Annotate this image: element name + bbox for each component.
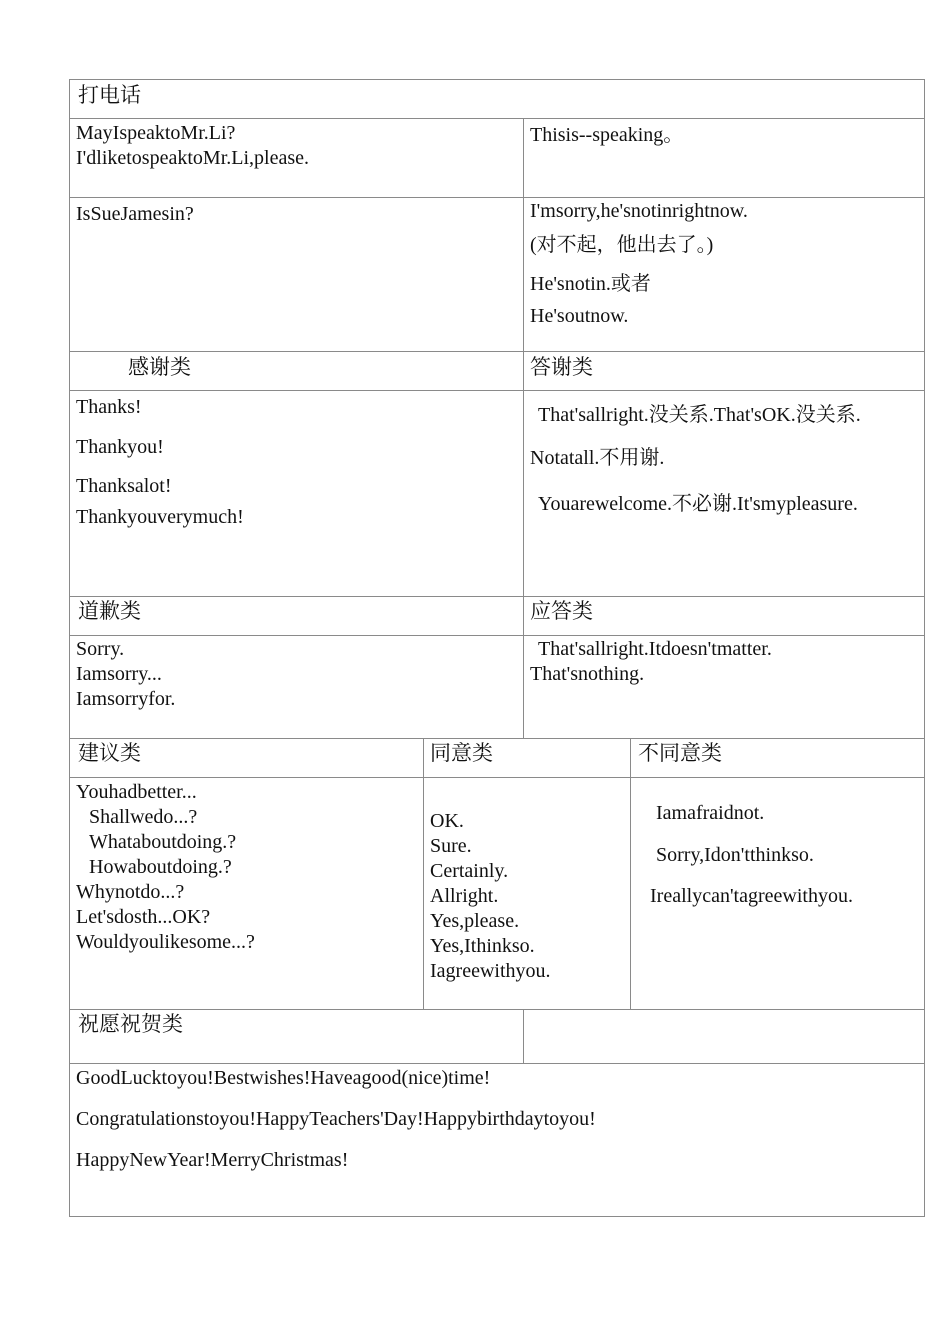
phone-header-cell — [69, 79, 925, 119]
suggestion-content-cell — [69, 777, 424, 1010]
apology-reply-header: 应答类 — [530, 599, 593, 623]
thanks-line: Thanks! — [76, 396, 142, 418]
wishes-line: GoodLucktoyou!Bestwishes!Haveagood(nice)time! — [76, 1067, 491, 1089]
thanks-header-cell — [69, 351, 524, 391]
apology-reply-header-cell — [523, 596, 925, 636]
agree-content-cell — [423, 777, 631, 1010]
phone-request-line: MayIspeaktoMr.Li? — [76, 122, 236, 144]
agree-line: Sure. — [430, 835, 472, 857]
phone-answer-line: He'soutnow. — [530, 305, 629, 327]
phone-answer-line: (对不起，他出去了。) — [530, 234, 714, 256]
thanks-line: Thanksalot! — [76, 475, 172, 497]
disagree-header: 不同意类 — [638, 741, 722, 765]
agree-header-cell — [423, 738, 631, 778]
suggestion-line: Whataboutdoing.? — [89, 831, 237, 853]
apology-line: Iamsorryfor. — [76, 688, 176, 710]
thanks-line: Thankyouverymuch! — [76, 506, 244, 528]
wishes-header: 祝愿祝贺类 — [78, 1012, 183, 1036]
apology-header-cell — [69, 596, 524, 636]
apology-reply-line: That'sallright.Itdoesn'tmatter. — [538, 638, 772, 660]
disagree-line: Ireallycan'tagreewithyou. — [650, 885, 853, 907]
agree-line: OK. — [430, 810, 464, 832]
agree-line: Yes,please. — [430, 910, 520, 932]
phone-question-cell — [69, 197, 524, 352]
phone-title: 打电话 — [78, 83, 141, 107]
phone-request-line: I'dliketospeaktoMr.Li,please. — [76, 147, 309, 169]
agree-line: Allright. — [430, 885, 499, 907]
phone-reply-cell — [523, 118, 925, 198]
thanks-header: 感谢类 — [128, 355, 191, 379]
thanks-reply-header: 答谢类 — [530, 355, 593, 379]
apology-line: Sorry. — [76, 638, 125, 660]
wishes-empty-cell — [523, 1009, 925, 1064]
suggestion-line: Howaboutdoing.? — [89, 856, 232, 878]
suggestion-header-cell — [69, 738, 424, 778]
phone-answer-line: He'snotin.或者 — [530, 273, 651, 295]
thanks-reply-header-cell — [523, 351, 925, 391]
thanks-line: Thankyou! — [76, 436, 164, 458]
disagree-content-cell — [630, 777, 925, 1010]
apology-reply-content-cell — [523, 635, 925, 739]
suggestion-line: Whynotdo...? — [76, 881, 185, 903]
thanks-reply-line: Notatall.不用谢. — [530, 447, 665, 469]
agree-line: Iagreewithyou. — [430, 960, 551, 982]
thanks-reply-line: That'sallright.没关系.That'sOK.没关系. — [538, 404, 861, 426]
disagree-line: Sorry,Idon'tthinkso. — [656, 844, 814, 866]
phone-answer-cell — [523, 197, 925, 352]
apology-content-cell — [69, 635, 524, 739]
wishes-header-cell — [69, 1009, 524, 1064]
phone-reply: Thisis--speaking。 — [530, 124, 684, 146]
apology-header: 道歉类 — [78, 599, 141, 623]
suggestion-line: Let'sdosth...OK? — [76, 906, 211, 928]
phone-question: IsSueJamesin? — [76, 203, 194, 225]
suggestion-line: Wouldyoulikesome...? — [76, 931, 255, 953]
phone-answer-line: I'msorry,he'snotinrightnow. — [530, 200, 748, 222]
agree-line: Yes,Ithinkso. — [430, 935, 535, 957]
wishes-line: Congratulationstoyou!HappyTeachers'Day!Happybirthdaytoyou! — [76, 1108, 596, 1130]
thanks-content-cell — [69, 390, 524, 597]
disagree-header-cell — [630, 738, 925, 778]
thanks-reply-line: Youarewelcome.不必谢.It'smypleasure. — [538, 493, 858, 515]
suggestion-line: Youhadbetter... — [76, 781, 197, 803]
apology-reply-line: That'snothing. — [530, 663, 645, 685]
agree-line: Certainly. — [430, 860, 509, 882]
wishes-line: HappyNewYear!MerryChristmas! — [76, 1149, 349, 1171]
agree-header: 同意类 — [430, 741, 493, 765]
thanks-reply-content-cell — [523, 390, 925, 597]
suggestion-header: 建议类 — [78, 741, 141, 765]
suggestion-line: Shallwedo...? — [89, 806, 198, 828]
apology-line: Iamsorry... — [76, 663, 162, 685]
phone-request-cell — [69, 118, 524, 198]
disagree-line: Iamafraidnot. — [656, 802, 765, 824]
wishes-content-cell — [69, 1063, 925, 1217]
